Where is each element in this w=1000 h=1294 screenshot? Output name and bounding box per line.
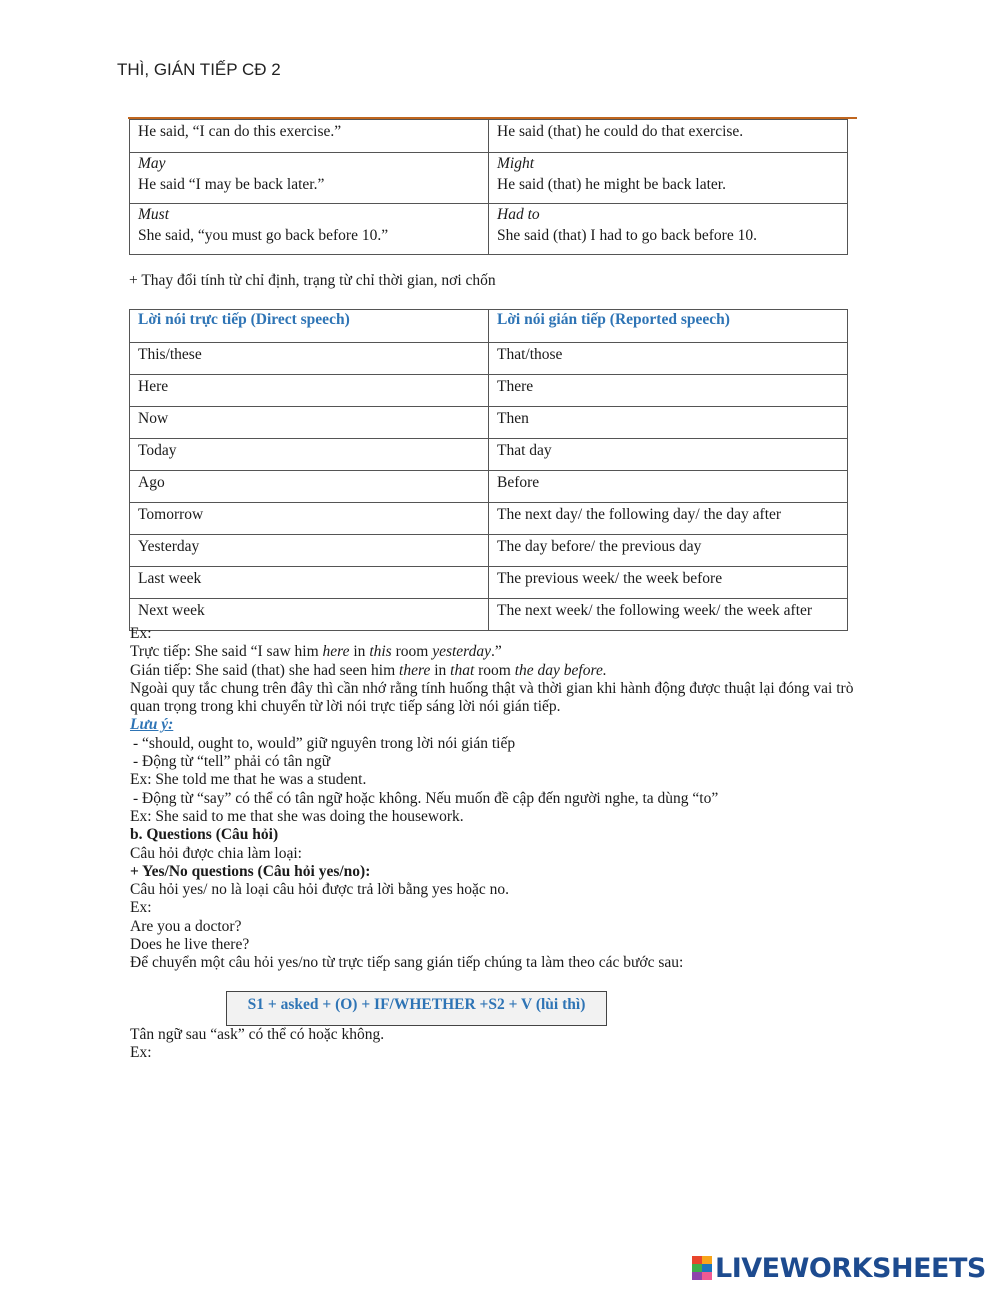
logo-square xyxy=(702,1272,712,1280)
column-header: Lời nói gián tiếp (Reported speech) xyxy=(489,310,848,343)
example-sentence: Ex: She said to me that she was doing the housework. xyxy=(130,807,464,825)
lesson-body xyxy=(130,625,860,973)
table-cell: Before xyxy=(489,471,848,503)
rule-paragraph: Ngoài quy tắc chung trên đây thì cần nhớ rằng tính huống thật và thời gian khi hành động được thuật lại đóng vai trò quan trọng trong khi chuyển từ lời nói trực tiếp sáng lời nói gián tiếp. xyxy=(130,679,854,716)
modal-label: Must xyxy=(138,206,169,223)
note-bullet: - Động từ “tell” phải có tân ngữ xyxy=(133,753,331,771)
table-cell: Last week xyxy=(130,567,489,599)
table-row xyxy=(130,407,848,439)
yesno-description: Câu hỏi yes/ no là loại câu hỏi được trả lời bằng yes hoặc no. xyxy=(130,881,510,899)
logo-icon xyxy=(692,1256,712,1280)
logo-square xyxy=(692,1272,702,1280)
table-row xyxy=(130,471,848,503)
example-sentence: She said (that) I had to go back before 10. xyxy=(497,227,757,244)
table-cell xyxy=(130,204,489,255)
table-cell: There xyxy=(489,375,848,407)
table-row xyxy=(130,375,848,407)
table-cell: Yesterday xyxy=(130,535,489,567)
table-cell: The previous week/ the week before xyxy=(489,567,848,599)
table-row xyxy=(130,153,848,204)
page-title: THÌ, GIÁN TIẾP CĐ 2 xyxy=(117,60,281,79)
table-cell: He said, “I can do this exercise.” xyxy=(130,120,489,153)
example-label: Ex: xyxy=(130,899,152,917)
modal-verbs-table xyxy=(129,119,848,255)
formula-box: S1 + asked + (O) + IF/WHETHER +S2 + V (lùi thì) xyxy=(226,991,607,1026)
table-header-row xyxy=(130,310,848,343)
example-sentence: He said “I may be back later.” xyxy=(138,176,325,193)
note-heading: Lưu ý: xyxy=(130,716,174,734)
note-bullet: - “should, ought to, would” giữ nguyên trong lời nói gián tiếp xyxy=(133,734,516,752)
example-label: Ex: xyxy=(130,1044,152,1062)
questions-intro: Câu hỏi được chia làm loại: xyxy=(130,844,302,862)
table-cell: He said (that) he could do that exercise. xyxy=(489,120,848,153)
example-question: Are you a doctor? xyxy=(130,917,242,935)
logo-square xyxy=(702,1264,712,1272)
table-row xyxy=(130,535,848,567)
table-cell: That day xyxy=(489,439,848,471)
table-cell: The day before/ the previous day xyxy=(489,535,848,567)
example-sentence: Ex: She told me that he was a student. xyxy=(130,771,367,789)
logo-square xyxy=(702,1256,712,1264)
table-cell: Today xyxy=(130,439,489,471)
table-row xyxy=(130,439,848,471)
table-cell: Ago xyxy=(130,471,489,503)
logo-square xyxy=(692,1264,702,1272)
formula-notes xyxy=(130,1026,384,1063)
table-row xyxy=(130,120,848,153)
modal-label: Might xyxy=(497,155,535,172)
steps-intro: Để chuyển một câu hỏi yes/no từ trực tiếp sang gián tiếp chúng ta làm theo các bước sau: xyxy=(130,954,684,972)
logo-text: LIVEWORKSHEETS xyxy=(715,1252,986,1284)
table-cell xyxy=(489,204,848,255)
table-cell: This/these xyxy=(130,343,489,375)
questions-heading: b. Questions (Câu hỏi) xyxy=(130,826,279,844)
example-sentence: He said (that) he might be back later. xyxy=(497,176,726,193)
section-note: + Thay đổi tính từ chỉ định, trạng từ chỉ thời gian, nơi chốn xyxy=(129,272,496,289)
adverb-change-table xyxy=(129,309,848,631)
note-bullet: - Động từ “say” có thể có tân ngữ hoặc không. Nếu muốn đề cập đến người nghe, ta dùng “to” xyxy=(133,789,719,807)
table-cell: Now xyxy=(130,407,489,439)
indirect-example: Gián tiếp: She said (that) she had seen him there in that room the day before. xyxy=(130,661,607,679)
liveworksheets-logo[interactable] xyxy=(692,1253,986,1283)
column-header: Lời nói trực tiếp (Direct speech) xyxy=(130,310,489,343)
yesno-heading: + Yes/No questions (Câu hỏi yes/no): xyxy=(130,862,371,880)
table-row xyxy=(130,204,848,255)
example-sentence: She said, “you must go back before 10.” xyxy=(138,227,389,244)
table-cell: Next week xyxy=(130,599,489,631)
table-cell: Then xyxy=(489,407,848,439)
table-cell xyxy=(130,153,489,204)
table-cell: Tomorrow xyxy=(130,503,489,535)
table-cell: Here xyxy=(130,375,489,407)
modal-label: Had to xyxy=(497,206,540,223)
logo-square xyxy=(692,1256,702,1264)
table-cell: The next week/ the following week/ the week after xyxy=(489,599,848,631)
example-question: Does he live there? xyxy=(130,936,250,954)
example-label: Ex: xyxy=(130,625,152,642)
modal-label: May xyxy=(138,155,166,172)
table-row xyxy=(130,343,848,375)
table-cell xyxy=(489,153,848,204)
table-row xyxy=(130,567,848,599)
object-note: Tân ngữ sau “ask” có thể có hoặc không. xyxy=(130,1026,385,1043)
direct-example: Trực tiếp: She said “I saw him here in this room yesterday.” xyxy=(130,643,502,661)
table-row xyxy=(130,503,848,535)
table-cell: That/those xyxy=(489,343,848,375)
table-cell: The next day/ the following day/ the day after xyxy=(489,503,848,535)
